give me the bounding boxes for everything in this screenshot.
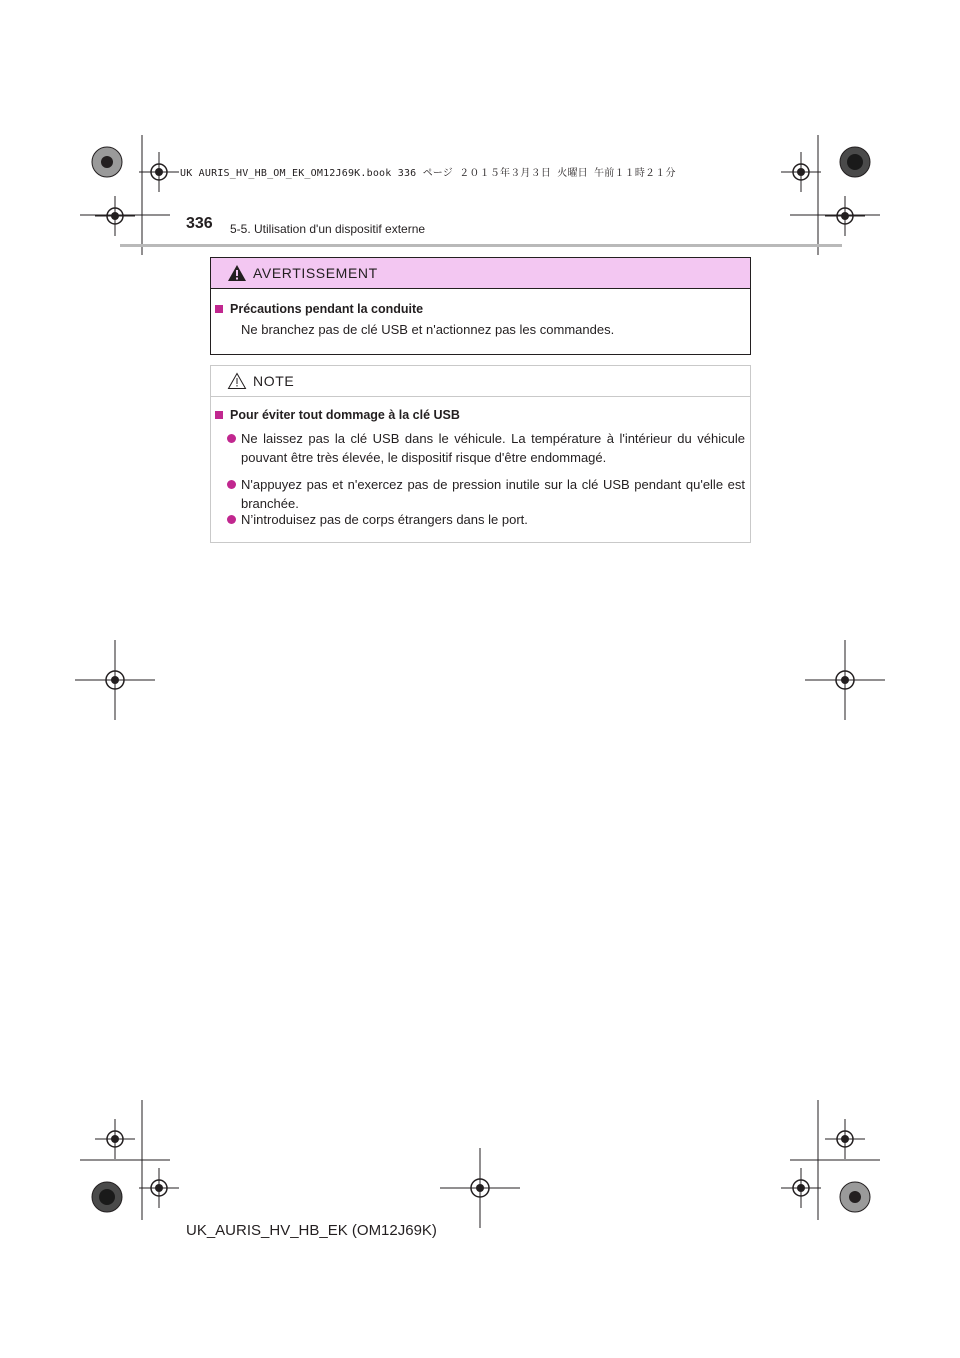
list-item — [225, 510, 745, 529]
registration-crosshair-icon — [825, 1119, 865, 1159]
square-bullet-icon — [215, 305, 223, 313]
warning-label: AVERTISSEMENT — [253, 265, 378, 281]
warning-item-text: Ne branchez pas de clé USB et n'actionnez pas les commandes. — [241, 322, 615, 337]
round-bullet-icon — [227, 434, 236, 443]
registration-crosshair-icon — [139, 1168, 179, 1208]
note-label: NOTE — [253, 373, 295, 389]
registration-crosshair-icon — [95, 196, 135, 236]
list-item-text: N'appuyez pas et n'exercez pas de pression inutile sur la clé USB pendant qu'elle est branchée. — [241, 477, 745, 511]
note-box — [210, 365, 751, 543]
header-rule — [120, 244, 842, 247]
registration-crosshair-icon — [440, 1148, 520, 1228]
registration-crosshair-icon — [805, 640, 885, 720]
print-info-line: UK AURIS_HV_HB_OM_EK_OM12J69K.book 336 ページ ２０１５年３月３日 火曜日 午前１１時２１分 — [180, 168, 676, 179]
warning-box — [210, 257, 751, 355]
star-target-icon — [90, 1180, 124, 1214]
document-code: UK_AURIS_HV_HB_EK (OM12J69K) — [186, 1222, 437, 1239]
warning-header — [211, 258, 750, 289]
warning-item-title — [215, 302, 423, 316]
note-item-title-text: Pour éviter tout dommage à la clé USB — [230, 408, 460, 422]
list-item — [225, 475, 745, 513]
registration-crosshair-icon — [825, 196, 865, 236]
star-target-icon — [90, 145, 124, 179]
registration-crosshair-icon — [75, 640, 155, 720]
page-number: 336 — [186, 215, 213, 232]
caution-triangle-outline-icon — [227, 372, 247, 390]
square-bullet-icon — [215, 411, 223, 419]
warning-triangle-icon — [227, 264, 247, 282]
note-header — [211, 366, 750, 397]
registration-crosshair-icon — [781, 1168, 821, 1208]
list-item-text: N’introduisez pas de corps étrangers dans le port. — [241, 512, 528, 527]
star-target-icon — [838, 1180, 872, 1214]
registration-crosshair-icon — [139, 152, 179, 192]
round-bullet-icon — [227, 480, 236, 489]
section-title: 5-5. Utilisation d'un dispositif externe — [230, 222, 426, 236]
list-item — [225, 429, 745, 467]
round-bullet-icon — [227, 515, 236, 524]
note-item-title — [215, 408, 460, 422]
registration-crosshair-icon — [781, 152, 821, 192]
warning-item-title-text: Précautions pendant la conduite — [230, 302, 424, 316]
list-item-text: Ne laissez pas la clé USB dans le véhicule. La température à l'intérieur du véhicule pouvant être très élevée, le dispositif risque d'être endommagé. — [241, 431, 745, 465]
registration-crosshair-icon — [95, 1119, 135, 1159]
star-target-icon — [838, 145, 872, 179]
